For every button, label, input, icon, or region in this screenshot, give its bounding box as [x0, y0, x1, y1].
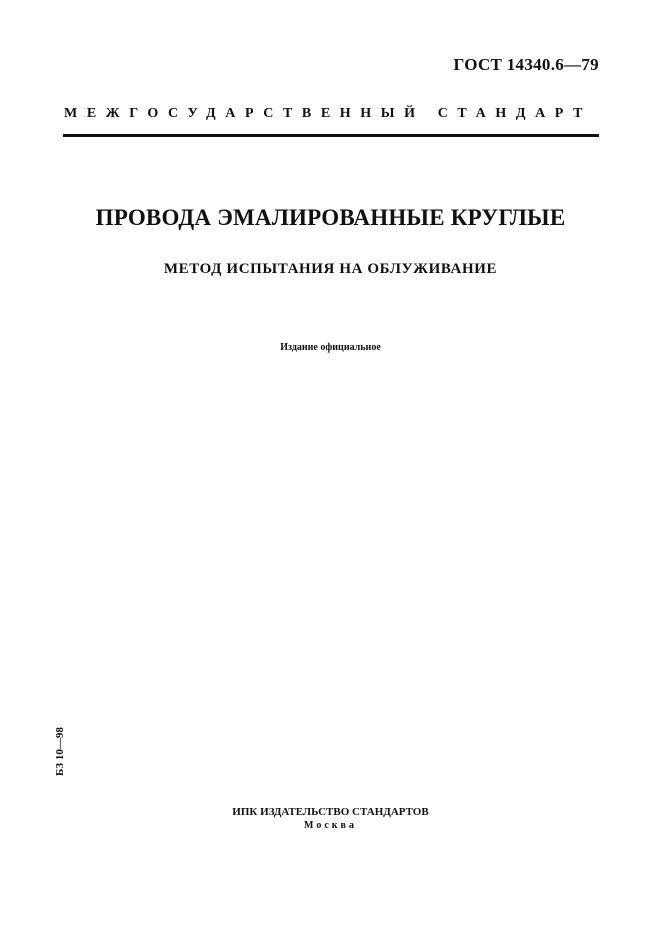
standard-type-heading: МЕЖГОСУДАРСТВЕННЫЙ СТАНДАРТ [64, 106, 593, 121]
document-subtitle: МЕТОД ИСПЫТАНИЯ НА ОБЛУЖИВАНИЕ [163, 261, 498, 277]
publisher-city: Москва [304, 820, 357, 831]
edition-note: Издание официальное [280, 342, 381, 353]
document-code: ГОСТ 14340.6—79 [453, 55, 599, 74]
document-title: ПРОВОДА ЭМАЛИРОВАННЫЕ КРУГЛЫЕ [95, 205, 566, 230]
publisher-name: ИПК ИЗДАТЕЛЬСТВО СТАНДАРТОВ [232, 806, 429, 818]
side-print-code: БЗ 10—98 [54, 727, 66, 776]
header-divider [63, 134, 599, 137]
